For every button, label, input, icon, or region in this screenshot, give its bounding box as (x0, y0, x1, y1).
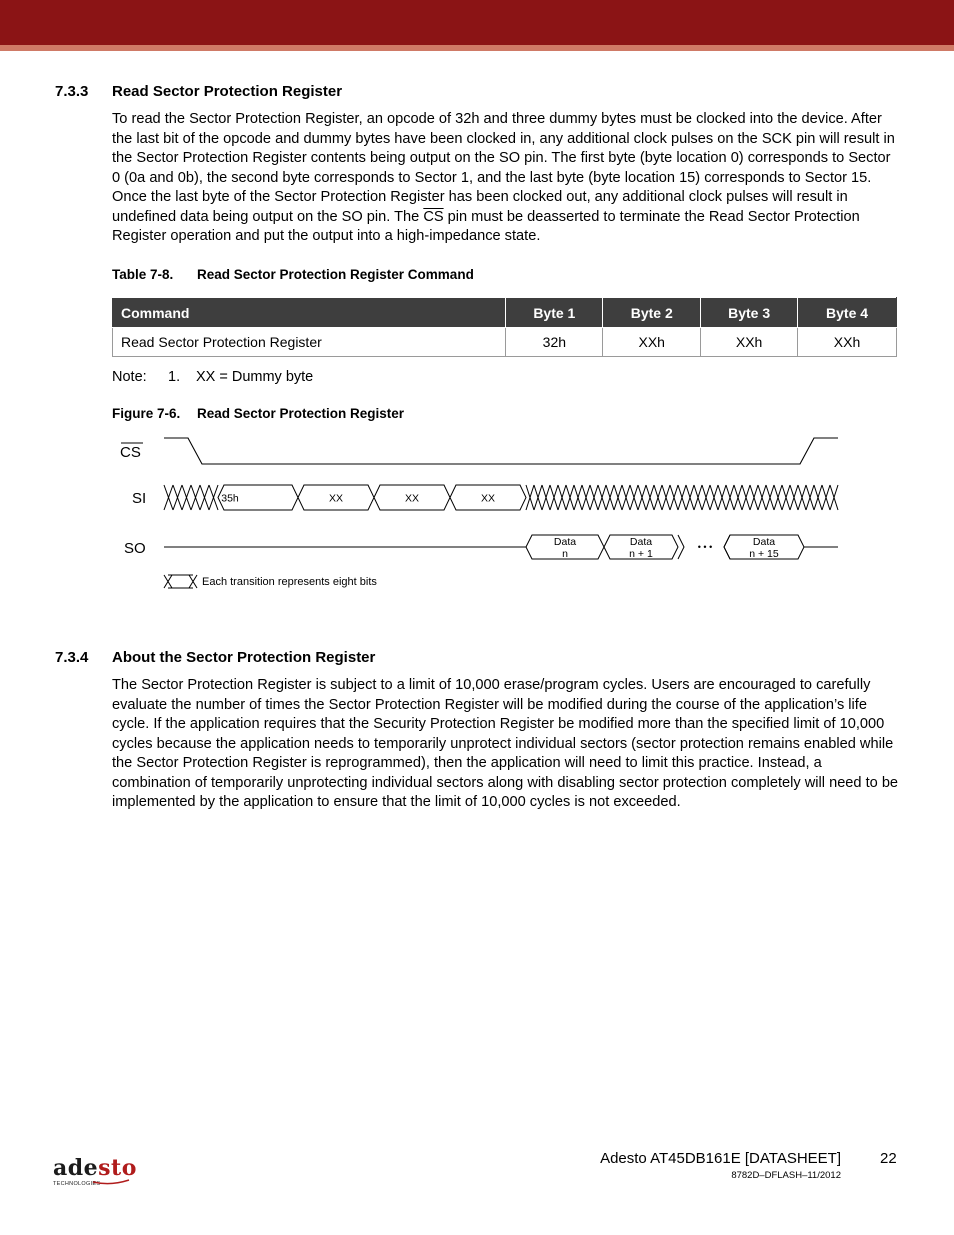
si-label: SI (132, 490, 147, 507)
so-data-sublabel: n + 1 (629, 548, 653, 560)
logo-subtext: TECHNOLOGIES (53, 1181, 101, 1187)
so-data-sublabel: n + 15 (749, 548, 779, 560)
page-number: 22 (880, 1150, 897, 1167)
table-header-cell: Byte 3 (701, 298, 798, 328)
table-note (112, 369, 313, 385)
so-open-edge (724, 535, 730, 559)
so-data-label: Data (629, 536, 653, 548)
footer-title: Adesto AT45DB161E [DATASHEET] (600, 1150, 841, 1167)
header-stripe (0, 45, 954, 51)
si-byte-label: XX (480, 492, 496, 505)
figure-caption-title: Read Sector Protection Register (197, 406, 405, 421)
table-cell: XXh (701, 328, 798, 357)
figure-caption (112, 406, 404, 421)
cs-waveform (164, 438, 838, 464)
header-bar (0, 0, 954, 45)
table-caption (112, 267, 474, 282)
legend-transition-icon (164, 575, 197, 588)
document-id: 8782D–DFLASH–11/2012 (731, 1170, 841, 1181)
table-cell: 32h (506, 328, 603, 357)
section-paragraph: To read the Sector Protection Register, an opcode of 32h and three dummy bytes must be clocked into the device. After the last bit of the opcode and dummy bytes have been clocked in, any additional clock pulses on the SCK pin will result in the Sector Protection Register contents being output on the SO pin. The first byte (byte location 0) corresponds to Sector 0 (0a and 0b), the second byte corresponds to Sector 1, and the last byte (byte location 15) corresponds to Sector 15. Once the last byte of the Sector Protection Register has been clocked out, any additional clock pulses will result in undefined data being output on the SO pin. The $\overline{CS}$ pin must be deasserted to terminate the Read Sector Protection Register operation and put the output into a high-impedance state. (112, 111, 895, 244)
table-caption-number: Table 7-8. (112, 267, 174, 282)
si-byte-label: XX (404, 492, 420, 505)
timing-diagram (112, 430, 852, 600)
command-table (112, 297, 897, 357)
cs-overline-text: $\overline{CS}$ (423, 208, 444, 225)
section-title: About the Sector Protection Register (112, 649, 376, 666)
figure-caption-number: Figure 7-6. (112, 406, 181, 421)
so-waveform (526, 535, 804, 560)
si-waveform (164, 485, 838, 510)
section-title: Read Sector Protection Register (112, 83, 343, 100)
adesto-logo (53, 1155, 143, 1189)
note-text: XX = Dummy byte (196, 369, 314, 385)
logo-swoosh-icon (91, 1177, 131, 1185)
table-cell: XXh (603, 328, 701, 357)
so-data-label: Data (752, 536, 776, 548)
table-cell: XXh (798, 328, 897, 357)
table-cell: Read Sector Protection Register (113, 328, 506, 357)
section-paragraph: The Sector Protection Register is subject to a limit of 10,000 erase/program cycles. Users are encouraged to carefully evaluate the number of times the Sector Protection Register will be modified during the course of the application’s life cycle. If the application requires that the Security Protection Register be modified more than the specified limit of 10,000 cycles because the application needs to temporarily unprotect individual sectors (sector protection remains enabled while the Sector Protection Register is reprogrammed), then the application will need to limit this practice. Instead, a combination of temporarily unprotecting individual sectors along with disabling sector protection completely will need to be implemented by the application to ensure that the limit of 10,000 cycles is not exceeded. (112, 677, 899, 810)
section-number: 7.3.4 (55, 649, 89, 666)
so-ellipsis: • • • (697, 542, 713, 552)
section-number: 7.3.3 (55, 83, 89, 100)
table-row (113, 328, 897, 357)
so-open-edge (678, 535, 684, 559)
note-number: 1. (168, 369, 181, 385)
table-caption-title: Read Sector Protection Register Command (197, 267, 474, 282)
logo-wordmark: adesto (53, 1155, 137, 1181)
legend-text: Each transition represents eight bits (202, 576, 377, 588)
si-byte-label: XX (328, 492, 344, 505)
so-label: SO (124, 540, 146, 557)
si-byte-label: 35h (221, 492, 239, 505)
so-data-sublabel: n (562, 548, 568, 560)
so-data-label: Data (553, 536, 577, 548)
table-header-cell: Command (113, 298, 506, 328)
table-header-cell: Byte 1 (506, 298, 603, 328)
table-header-row (113, 298, 897, 328)
cs-label: CS (120, 444, 141, 461)
table-header-cell: Byte 4 (798, 298, 897, 328)
table-header-cell: Byte 2 (603, 298, 701, 328)
note-label: Note: (112, 369, 147, 385)
